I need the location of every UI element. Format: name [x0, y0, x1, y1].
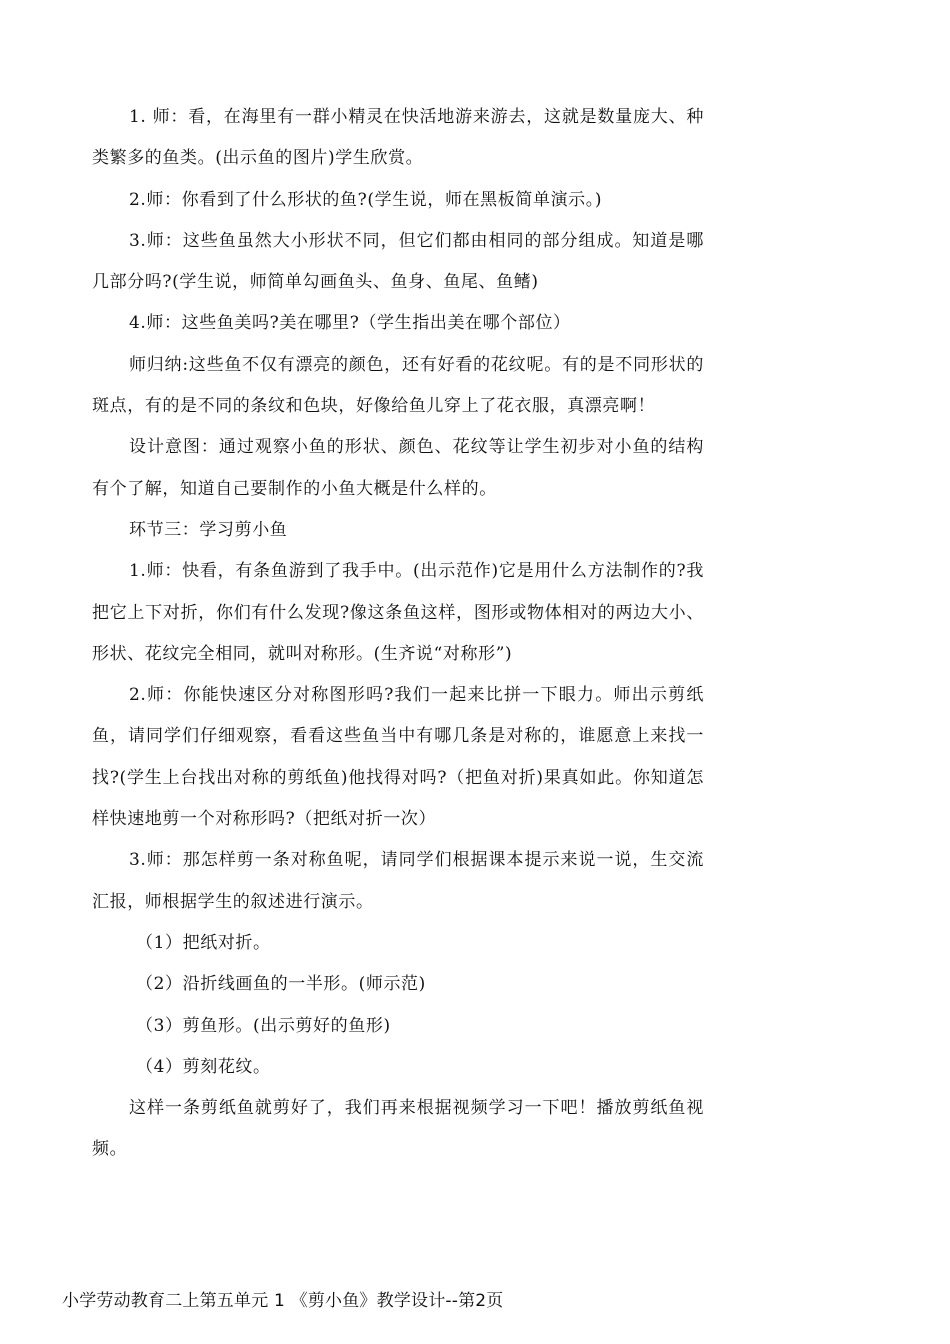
step-item: （4）剪刻花纹。 — [136, 1056, 271, 1077]
paragraph: 这样一条剪纸鱼就剪好了，我们再来根据视频学习一下吧！播放剪纸鱼视频。 — [92, 1098, 704, 1160]
document-body — [92, 97, 704, 1171]
paragraph: 3.师：这些鱼虽然大小形状不同，但它们都由相同的部分组成。知道是哪几部分吗?(学生说，师简单勾画鱼头、鱼身、鱼尾、鱼鳍) — [92, 230, 704, 293]
page-footer: 小学劳动教育二上第五单元 1 《剪小鱼》教学设计--第2页 — [62, 1291, 504, 1311]
step-item: （2）沿折线画鱼的一半形。(师示范) — [136, 974, 426, 995]
paragraph: 3.师：那怎样剪一条对称鱼呢，请同学们根据课本提示来说一说，生交流汇报，师根据学生的叙述进行演示。 — [92, 850, 704, 912]
paragraph: 2.师：你能快速区分对称图形吗?我们一起来比拼一下眼力。师出示剪纸鱼，请同学们仔细观察，看看这些鱼当中有哪几条是对称的，谁愿意上来找一找?(学生上台找出对称的剪纸鱼)他找得对吗?（把鱼对折)果真如此。你知道怎样快速地剪一个对称形吗?（把纸对折一次） — [92, 685, 704, 830]
step-item: （1）把纸对折。 — [136, 932, 271, 953]
paragraph: 1. 师：看，在海里有一群小精灵在快活地游来游去，这就是数量庞大、种类繁多的鱼类。(出示鱼的图片)学生欣赏。 — [92, 107, 704, 169]
paragraph: 2.师：你看到了什么形状的鱼?(学生说，师在黑板简单演示。) — [129, 189, 603, 210]
section-heading: 环节三：学习剪小鱼 — [129, 519, 288, 540]
paragraph: 1.师：快看，有条鱼游到了我手中。(出示范作)它是用什么方法制作的?我把它上下对折，你们有什么发现?像这条鱼这样，图形或物体相对的两边大小、形状、花纹完全相同，就叫对称形。(生齐说“对称形”) — [92, 561, 704, 664]
step-item: （3）剪鱼形。(出示剪好的鱼形) — [136, 1015, 391, 1036]
paragraph: 4.师：这些鱼美吗?美在哪里?（学生指出美在哪个部位） — [129, 313, 571, 334]
paragraph: 师归纳:这些鱼不仅有漂亮的颜色，还有好看的花纹呢。有的是不同形状的斑点，有的是不同的条纹和色块，好像给鱼儿穿上了花衣服，真漂亮啊！ — [92, 354, 704, 417]
paragraph: 设计意图：通过观察小鱼的形状、颜色、花纹等让学生初步对小鱼的结构有个了解，知道自己要制作的小鱼大概是什么样的。 — [92, 437, 704, 499]
